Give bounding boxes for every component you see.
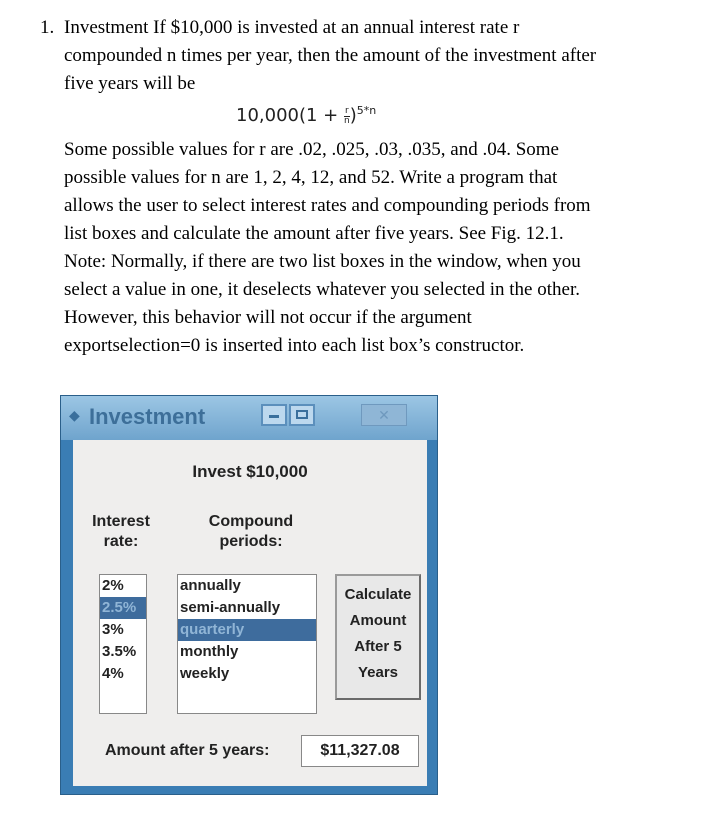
rate-item-4[interactable]: 4%: [102, 665, 124, 682]
window-title: Investment: [89, 404, 206, 429]
calculate-line-1: Calculate: [344, 586, 412, 603]
formula-numerator: r: [344, 105, 349, 116]
problem-number: 1.: [40, 17, 55, 38]
rate-item-2[interactable]: 2%: [102, 577, 124, 594]
title-bar[interactable]: [61, 396, 437, 440]
formula: [236, 104, 376, 126]
rate-label-line-1: Interest: [92, 513, 150, 530]
window-heading: Invest $10,000: [192, 462, 308, 481]
problem-line-2: compounded n times per year, then the amount of the investment after: [64, 45, 597, 66]
maximize-button[interactable]: [289, 404, 315, 426]
compound-label-line-1: Compound: [208, 513, 294, 530]
rate-item-3-5[interactable]: 3.5%: [102, 643, 137, 660]
rate-item-2-5[interactable]: 2.5%: [100, 597, 146, 619]
body-line: possible values for n are 1, 2, 4, 12, and 52. Write a program that: [64, 167, 558, 188]
periods-listbox[interactable]: [177, 574, 317, 714]
compound-label-line-2: periods:: [219, 533, 283, 550]
period-item-semi-annually[interactable]: semi-annually: [180, 599, 281, 616]
problem-body: [64, 136, 684, 360]
problem-text: [40, 14, 680, 98]
period-item-weekly[interactable]: weekly: [180, 665, 230, 682]
body-line: Some possible values for r are .02, .025, .03, .035, and .04. Some: [64, 139, 559, 160]
rate-item-3[interactable]: 3%: [102, 621, 124, 638]
body-line: list boxes and calculate the amount after five years. See Fig. 12.1.: [64, 223, 564, 244]
period-item-monthly[interactable]: monthly: [180, 643, 239, 660]
compound-label: [191, 512, 311, 552]
investment-window: [60, 395, 438, 795]
period-item-quarterly[interactable]: quarterly: [178, 619, 316, 641]
formula-close: ): [349, 105, 357, 126]
calculate-line-3: After 5: [354, 638, 402, 655]
formula-base: 10,000(1 +: [236, 105, 344, 126]
calculate-button[interactable]: [335, 574, 421, 700]
problem-line-3: five years will be: [64, 73, 196, 94]
body-line: However, this behavior will not occur if the argument: [64, 307, 472, 328]
app-icon: ◆: [69, 409, 80, 424]
result-label: Amount after 5 years:: [105, 742, 270, 759]
body-line: Note: Normally, if there are two list boxes in the window, when you: [64, 251, 581, 272]
problem-line-1: Investment If $10,000 is invested at an annual interest rate r: [64, 17, 520, 38]
formula-denominator: n: [343, 115, 350, 126]
result-field: $11,327.08: [301, 735, 419, 767]
calculate-line-2: Amount: [349, 612, 407, 629]
calculate-line-4: Years: [357, 664, 399, 681]
rate-listbox[interactable]: [99, 574, 147, 714]
formula-exponent: 5*n: [356, 104, 377, 117]
rate-label: [91, 512, 151, 552]
body-line: allows the user to select interest rates and compounding periods from: [64, 195, 591, 216]
close-button[interactable]: ✕: [361, 404, 407, 426]
minimize-button[interactable]: [261, 404, 287, 426]
period-item-annually[interactable]: annually: [180, 577, 241, 594]
window-client: [73, 440, 427, 786]
rate-label-line-2: rate:: [103, 533, 139, 550]
body-line: select a value in one, it deselects whatever you selected in the other.: [64, 279, 580, 300]
body-line: exportselection=0 is inserted into each list box’s constructor.: [64, 335, 525, 356]
